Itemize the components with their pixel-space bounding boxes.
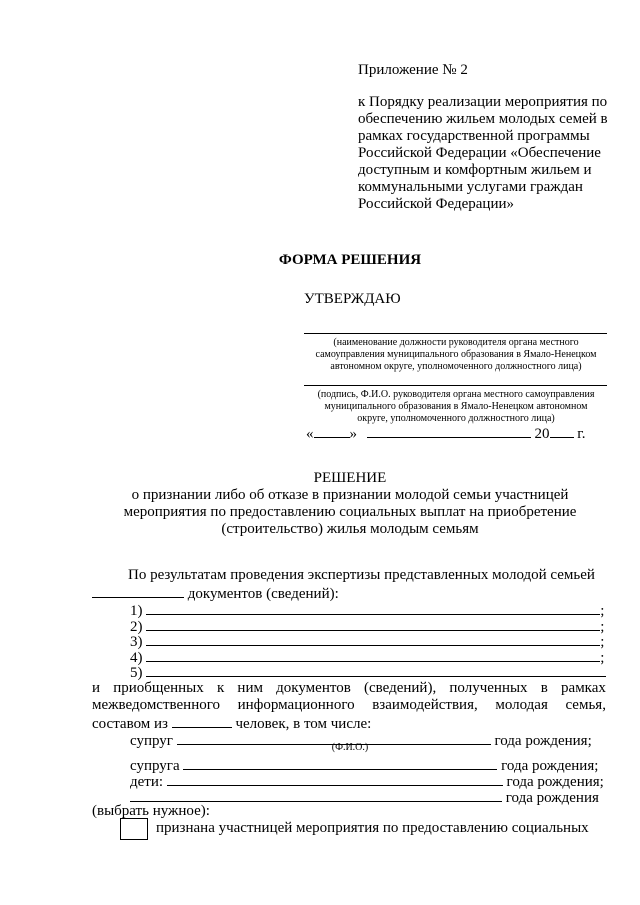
fio-caption: (Ф.И.О.): [331, 742, 369, 753]
child-field[interactable]: [130, 787, 502, 802]
year-suffix: г.: [577, 426, 586, 442]
word: взаимодействия,: [372, 697, 478, 713]
document-field[interactable]: [146, 631, 600, 646]
word: документов: [276, 680, 351, 696]
word: приобщенных: [113, 680, 204, 696]
item-number: 3): [130, 634, 143, 650]
paragraph-line-2: [92, 697, 606, 714]
appendix-reference: [358, 94, 618, 213]
choose-label: (выбрать нужное):: [92, 803, 210, 819]
caption-line: автономном округе, уполномоченного должностного лица): [330, 361, 582, 372]
signature-caption: [300, 389, 612, 425]
item-end: ;: [600, 634, 605, 650]
year-prefix: 20: [534, 426, 550, 442]
birth-year-label: года рождения: [505, 790, 599, 806]
decision-subtitle: [70, 487, 630, 538]
appendix-line: обеспечению жильем молодых семей в: [358, 111, 608, 127]
word: и: [92, 680, 101, 696]
birth-year-label: года рождения;: [494, 733, 592, 749]
word: к: [216, 680, 225, 696]
caption-line: муниципального образования в Ямало-Ненецком автономном: [324, 401, 588, 412]
word: (сведений),: [363, 680, 437, 696]
document-field[interactable]: [146, 616, 600, 631]
item-number: 4): [130, 650, 143, 666]
documents-label: документов (сведений):: [187, 586, 339, 602]
appendix-line: Российской Федерации»: [358, 196, 515, 212]
composed-of-label: составом из: [92, 716, 168, 732]
quote-close: »: [349, 426, 357, 442]
word: рамках: [561, 680, 606, 696]
appendix-line: Российской Федерации «Обеспечение: [358, 145, 601, 161]
child-field[interactable]: [167, 771, 503, 786]
subtitle-line: о признании либо об отказе в признании молодой семьи участницей: [131, 487, 569, 503]
position-line[interactable]: [304, 333, 607, 334]
word: межведомственного: [92, 697, 221, 713]
word: полученных: [449, 680, 528, 696]
date-month-field[interactable]: [367, 423, 531, 438]
birth-year-label: года рождения;: [501, 758, 599, 774]
item-number: 1): [130, 603, 143, 619]
date-day-field[interactable]: [314, 423, 350, 438]
document-field[interactable]: [146, 647, 600, 662]
appendix-line: доступным и комфортным жильем и: [358, 162, 592, 178]
item-number: 2): [130, 619, 143, 635]
spouse-f-field[interactable]: [183, 755, 497, 770]
item-end: ;: [600, 603, 605, 619]
caption-line: (наименование должности руководителя органа местного: [333, 337, 579, 348]
item-end: ;: [600, 650, 605, 666]
signature-line[interactable]: [304, 385, 607, 386]
position-caption: [300, 337, 612, 373]
spouse-f-label: супруга: [130, 758, 180, 774]
appendix-title: Приложение № 2: [358, 62, 468, 78]
subtitle-line: (строительство) жилья молодым семьям: [221, 521, 479, 537]
appendix-line: рамках государственной программы: [358, 128, 590, 144]
children-label: дети:: [130, 774, 164, 790]
persons-count-field[interactable]: [172, 713, 232, 728]
approve-label: УТВЕРЖДАЮ: [304, 291, 401, 307]
document-item: [130, 662, 606, 682]
decision-heading: РЕШЕНИЕ: [313, 470, 387, 486]
document-field[interactable]: [146, 600, 600, 615]
paragraph-line-1: [92, 680, 606, 697]
quote-open: «: [306, 426, 314, 442]
date-year-field[interactable]: [550, 423, 574, 438]
item-end: ;: [600, 619, 605, 635]
document-field[interactable]: [146, 662, 606, 677]
word: семья,: [565, 697, 606, 713]
birth-year-label: года рождения;: [506, 774, 604, 790]
word: молодая: [495, 697, 548, 713]
appendix-line: коммунальными услугами граждан: [358, 179, 583, 195]
word: в: [540, 680, 548, 696]
word: информационного: [237, 697, 355, 713]
documents-count-field[interactable]: [92, 583, 184, 598]
caption-line: (подпись, Ф.И.О. руководителя органа местного самоуправления: [317, 389, 595, 400]
approval-date: [306, 423, 585, 443]
intro-text: По результатам проведения экспертизы представленных молодой семьей: [128, 567, 595, 583]
persons-label: человек, в том числе:: [235, 716, 372, 732]
caption-line: округе, уполномоченного должностного лица): [357, 413, 555, 424]
recognized-checkbox[interactable]: [120, 818, 148, 840]
spouse-m-label: супруг: [130, 733, 173, 749]
word: ним: [237, 680, 263, 696]
subtitle-line: мероприятия по предоставлению социальных выплат на приобретение: [123, 504, 577, 520]
form-title: ФОРМА РЕШЕНИЯ: [278, 252, 422, 268]
appendix-line: к Порядку реализации мероприятия по: [358, 94, 608, 110]
caption-line: самоуправления муниципального образования в Ямало-Ненецком: [315, 349, 597, 360]
recognized-option-label: признана участницей мероприятия по предоставлению социальных: [156, 820, 589, 836]
item-number: 5): [130, 665, 143, 681]
